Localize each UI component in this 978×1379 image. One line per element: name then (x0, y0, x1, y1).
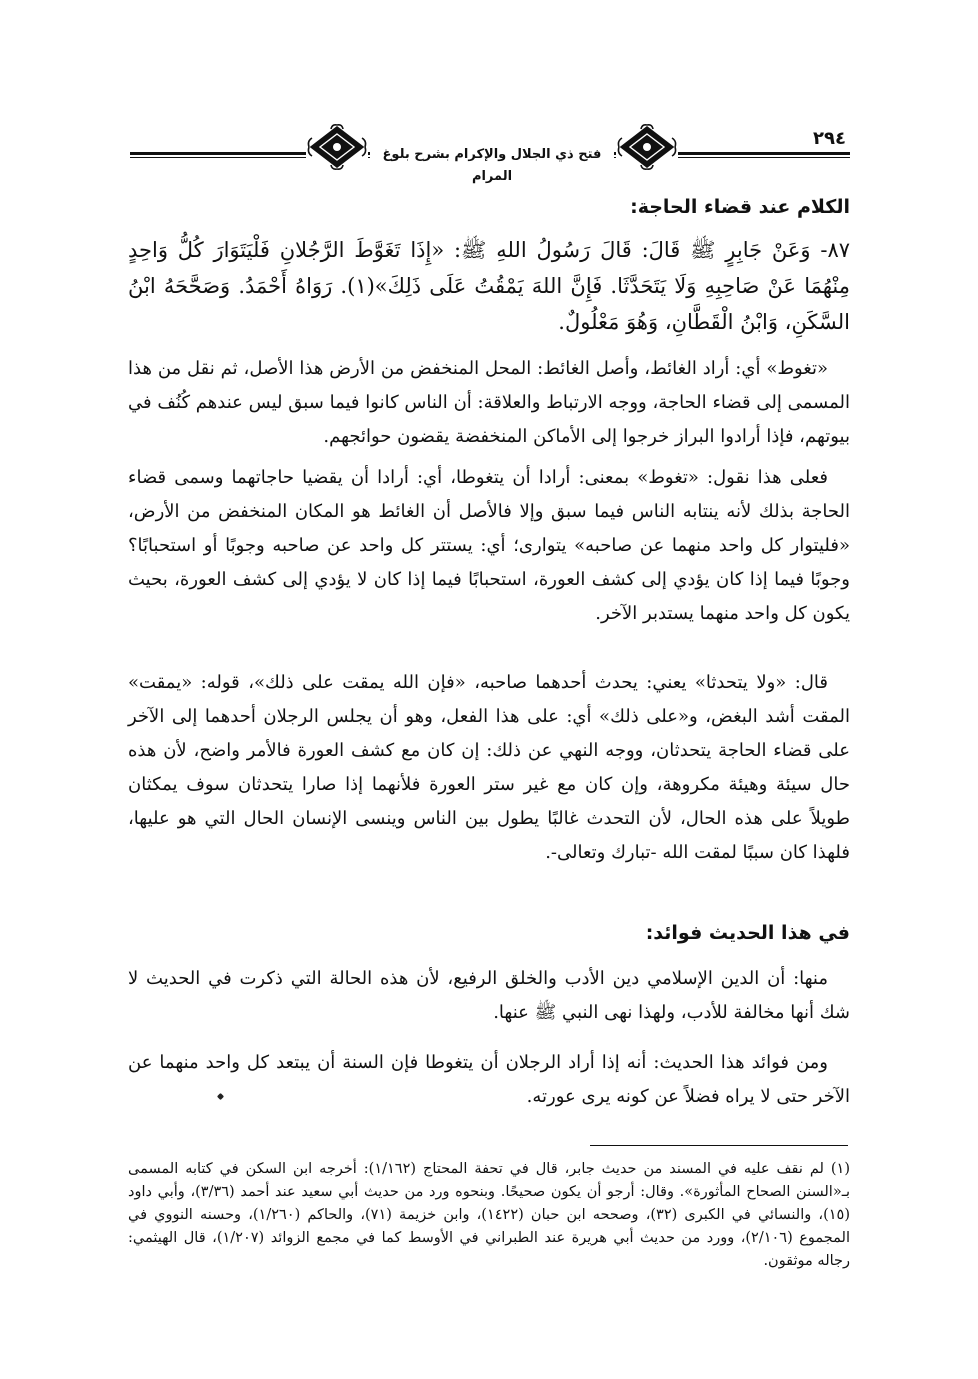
paragraph: فعلى هذا نقول: «تغوط» بمعنى: أرادا أن يتغوطا، أي: أرادا أن يقضيا حاجاتهما وسمى قضاء الحاجة بذلك لأنه ينتابه الناس فيما سبق وإلا فالأصل أن الغائط هو المكان المنخفض من الأرض، «فليتوار كل واحد منهما عن صاحبه» يتوارى؛ أي: يستتر كل واحد عن صاحبه وجوبًا أو استحبابًا؟ وجوبًا فيما إذا كان يؤدي إلى كشف العورة، استحبابًا فيما إذا كان لا يؤدي إلى كشف العورة، بحيث يكون كل واحد منهما يستدبر الآخر. (128, 467, 850, 624)
running-header (130, 118, 850, 184)
paragraph: «تغوط» أي: أراد الغائط، وأصل الغائط: المحل المنخفض من الأرض هذا الأصل، ثم نقل من هذا المسمى إلى قضاء الحاجة، ووجه الارتباط والعلاقة: أن الناس كانوا فيما سبق ليس عندهم كُنُف في بيوتهم، فإذا أرادوا البراز خرجوا إلى الأماكن المنخفضة يقضون حوائجهم. (128, 358, 850, 447)
page-number: ٢٩٤ (813, 128, 846, 149)
footnote-text: (١) لم نقف عليه في المسند من حديث جابر، قال في تحفة المحتاج (١/١٦٢): أخرجه ابن السكن في كتابه المسمى بـ«السنن الصحاح المأثورة». وقال: أرجو أن يكون صحيحًا. وبنحوه ورد من حديث أبي سعيد عند أحمد (٣/٣٦)، وأبي داود (١٥)، والنسائي في الكبرى (٣٢)، وصححه ابن حبان (١٤٢٢)، وابن خزيمة (٧١)، والحاكم (١/٢٦٠)، وحسنه النووي في المجموع (٢/١٠٦)، وورد من حديث أبي هريرة عند الطبراني في الأوسط كما في مجمع الزوائد (١/٢٠٧)، قال الهيثمي: رجاله موثقون. (128, 1161, 850, 1269)
section-heading: الكلام عند قضاء الحاجة: (630, 196, 850, 218)
paragraph: ومن فوائد هذا الحديث: أنه إذا أراد الرجلان أن يتغوطا فإن السنة أن يبتعد كل واحد منهما عن الآخر حتى لا يراه فضلاً عن كونه يرى عورته. (128, 1052, 850, 1107)
paragraph: قال: «ولا يتحدثا» يعني: يحدث أحدهما صاحبه، «فإن الله يمقت على ذلك»، قوله: «يمقت» المقت أشد البغض، و«على ذلك» أي: على هذا الفعل، وهو أن يجلس الرجلان أحدهما إلى الآخر على قضاء الحاجة يتحدثان، ووجه النهي عن ذلك: إن كان مع كشف العورة فالأمر واضح، لأن هذه حال سيئة وهيئة مكروهة، وإن كان مع غير ستر العورة فلأنهما إذا صارا يتحدثان سوف يمكثان طويلاً على هذه الحال، لأن التحدث غالبًا يطول بين الناس وينسى الإنسان الحال التي هو عليها، فلهذا كان سببًا لمقت الله -تبارك وتعالى-. (128, 672, 850, 863)
footnote-separator (590, 1145, 848, 1146)
floral-ornament-icon (306, 124, 368, 170)
book-title: فتح ذي الجلال والإكرام بشرح بلوغ المرام (370, 144, 614, 168)
floral-ornament-icon (616, 124, 678, 170)
hadith-text: ٨٧- وَعَنْ جَابِرٍ ﷺ قَالَ: قَالَ رَسُولُ اللهِ ﷺ: «إِذَا تَغَوَّطَ الرَّجُلانِ فَلْيَتَوَارَ كُلُّ وَاحِدٍ مِنْهُمَا عَنْ صَاحِبِهِ وَلَا يَتَحَدَّثَا. فَإِنَّ اللهَ يَمْقُتُ عَلَى ذَلِكَ»(١). رَوَاهُ أَحْمَدُ. وَصَحَّحَهُ ابْنُ السَّكَنِ، وَابْنُ الْقَطَّانِ، وَهُوَ مَعْلُولٌ. (128, 238, 850, 334)
section-heading: في هذا الحديث فوائد: (645, 922, 850, 944)
paragraph: منها: أن الدين الإسلامي دين الأدب والخلق الرفيع، لأن هذه الحالة التي ذكرت في الحديث لا شك أنها مخالفة للأدب، ولهذا نهى النبي ﷺ عنها. (128, 968, 850, 1023)
